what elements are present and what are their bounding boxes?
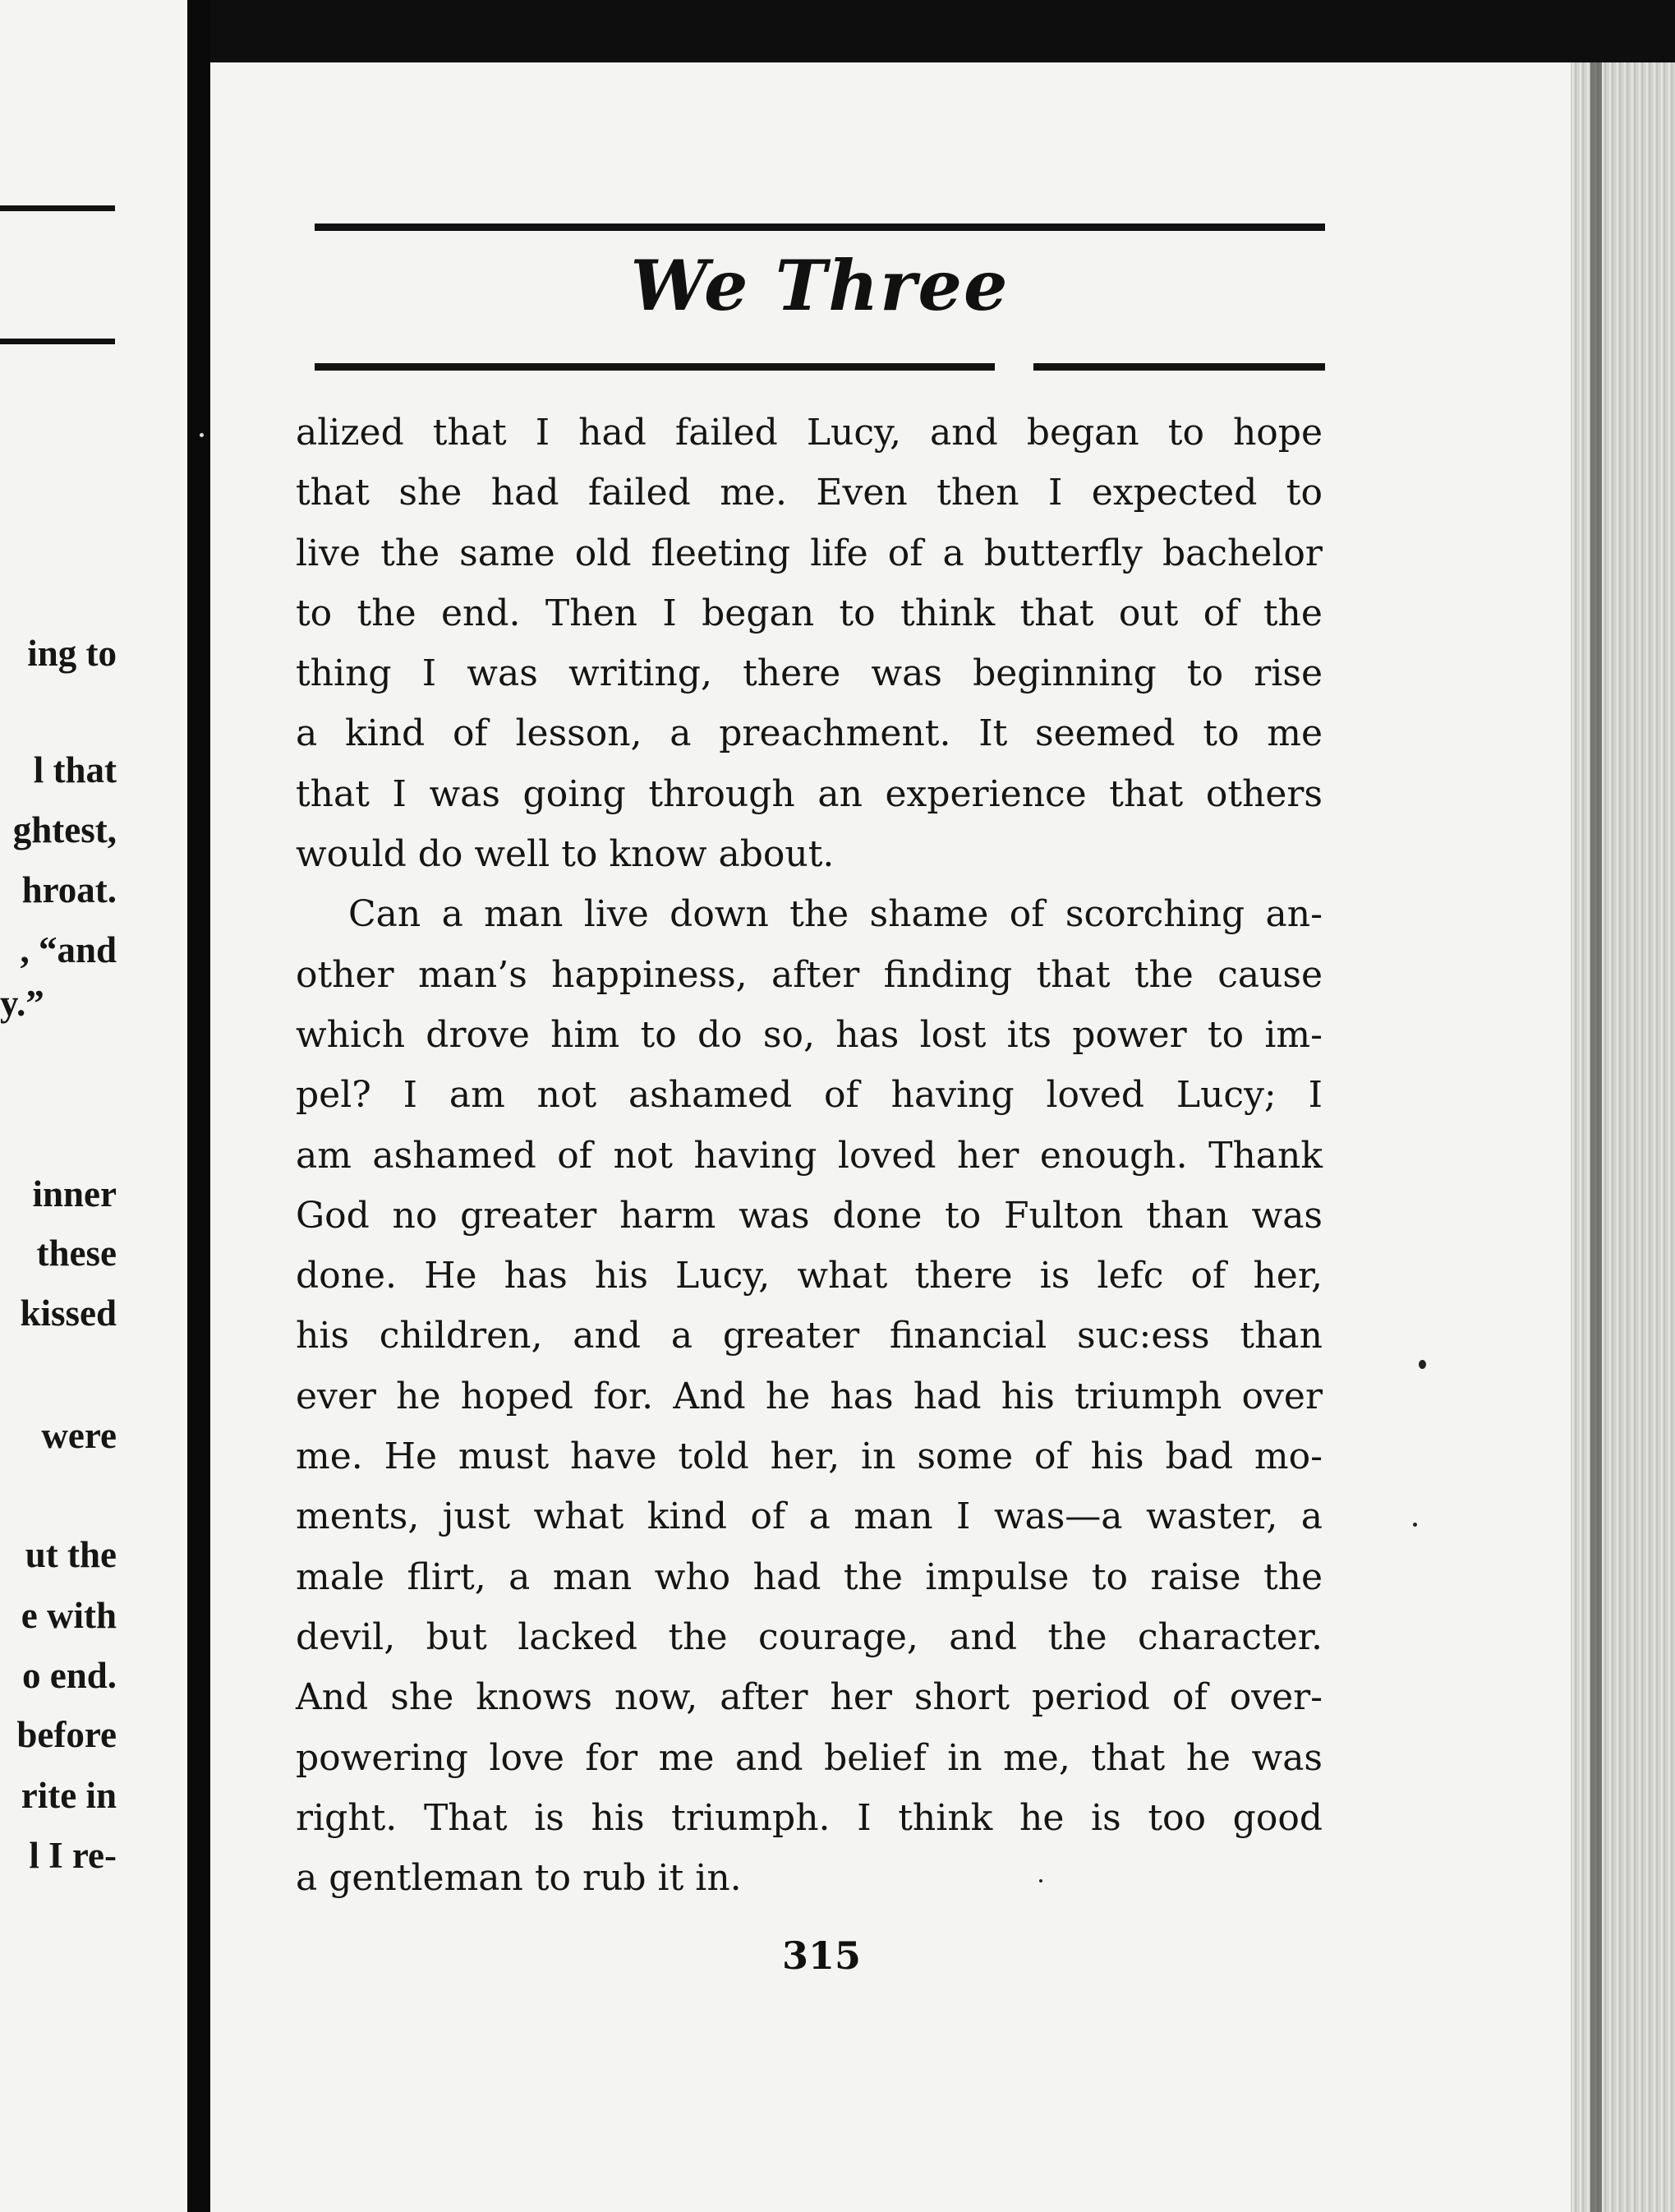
previous-page-line: kissed: [20, 1293, 117, 1334]
scan-speck: [1413, 1523, 1417, 1527]
text-line: devil, but lacked the courage, and the character.: [296, 1615, 1323, 1658]
text-line: his children, and a greater financial suc:ess than: [296, 1315, 1323, 1357]
previous-page-line: ing to: [27, 633, 117, 674]
previous-page-line: before: [16, 1714, 117, 1755]
previous-page-line: y.”: [0, 983, 44, 1024]
header-rule-bottom-right: [1033, 363, 1325, 371]
previous-page-line: l I re-: [29, 1835, 117, 1876]
body-text: [296, 403, 1323, 1908]
text-line: Can a man live down the shame of scorching an-: [348, 893, 1323, 936]
previous-page-line: o end.: [21, 1655, 117, 1696]
text-line: God no greater harm was done to Fulton than was: [296, 1194, 1323, 1237]
text-line: would do well to know about.: [296, 833, 835, 876]
text-line: pel? I am not ashamed of having loved Lucy; I: [296, 1074, 1323, 1117]
paragraph: [296, 884, 1323, 1908]
page-edge-stack: [1571, 62, 1675, 2212]
previous-page-line: e with: [21, 1595, 117, 1636]
previous-page-line: rite in: [21, 1775, 117, 1816]
running-head: We Three: [630, 245, 1010, 326]
header-rule-top: [315, 224, 1325, 231]
text-line: powering love for me and belief in me, that he was: [296, 1736, 1323, 1779]
previous-page-line: ut the: [25, 1534, 117, 1575]
previous-page-fragment: [0, 0, 187, 2212]
scan-speck: [200, 433, 204, 437]
previous-page-line: ghtest,: [12, 809, 117, 850]
previous-page-line: l that: [33, 749, 117, 790]
text-line: that I was going through an experience that others: [296, 772, 1323, 815]
text-line: that she had failed me. Even then I expected to: [296, 472, 1323, 514]
previous-page-rule-top: [0, 205, 115, 211]
book-gutter: [187, 0, 210, 2212]
paragraph: [296, 403, 1323, 884]
scan-speck: [1039, 1879, 1042, 1883]
previous-page-rule-bottom: [0, 339, 115, 344]
text-line: thing I was writing, there was beginning to rise: [296, 652, 1323, 695]
text-line: me. He must have told her, in some of his bad mo-: [296, 1435, 1323, 1478]
text-line: live the same old fleeting life of a butterfly bachelor: [296, 532, 1323, 574]
header-rule-bottom-left: [315, 363, 995, 371]
previous-page-line: , “and: [20, 929, 117, 970]
text-line: other man’s happiness, after finding that the cause: [296, 953, 1323, 996]
page-edge-shadow: [1590, 62, 1602, 2212]
previous-page-line: hroat.: [21, 869, 117, 910]
text-line: a gentleman to rub it in.: [296, 1857, 742, 1900]
text-line: to the end. Then I began to think that out of the: [296, 592, 1323, 634]
text-line: am ashamed of not having loved her enough. Thank: [296, 1134, 1323, 1177]
text-line: male flirt, a man who had the impulse to raise the: [296, 1555, 1323, 1598]
previous-page-line: inner: [32, 1173, 117, 1214]
text-line: ever he hoped for. And he has had his triumph over: [296, 1375, 1323, 1417]
text-line: ments, just what kind of a man I was—a waster, a: [296, 1495, 1323, 1538]
text-line: alized that I had failed Lucy, and began to hope: [296, 412, 1323, 454]
scan-speck: [1419, 1360, 1426, 1369]
text-line: a kind of lesson, a preachment. It seemed to me: [296, 712, 1323, 755]
previous-page-line: these: [36, 1233, 117, 1274]
page-number: 315: [781, 1933, 862, 1978]
text-line: done. He has his Lucy, what there is lefc of her,: [296, 1255, 1323, 1297]
text-line: right. That is his triumph. I think he is too good: [296, 1796, 1323, 1839]
text-line: And she knows now, after her short period of over-: [296, 1676, 1323, 1719]
text-line: which drove him to do so, has lost its power to im-: [296, 1013, 1323, 1056]
previous-page-line: were: [41, 1415, 117, 1456]
